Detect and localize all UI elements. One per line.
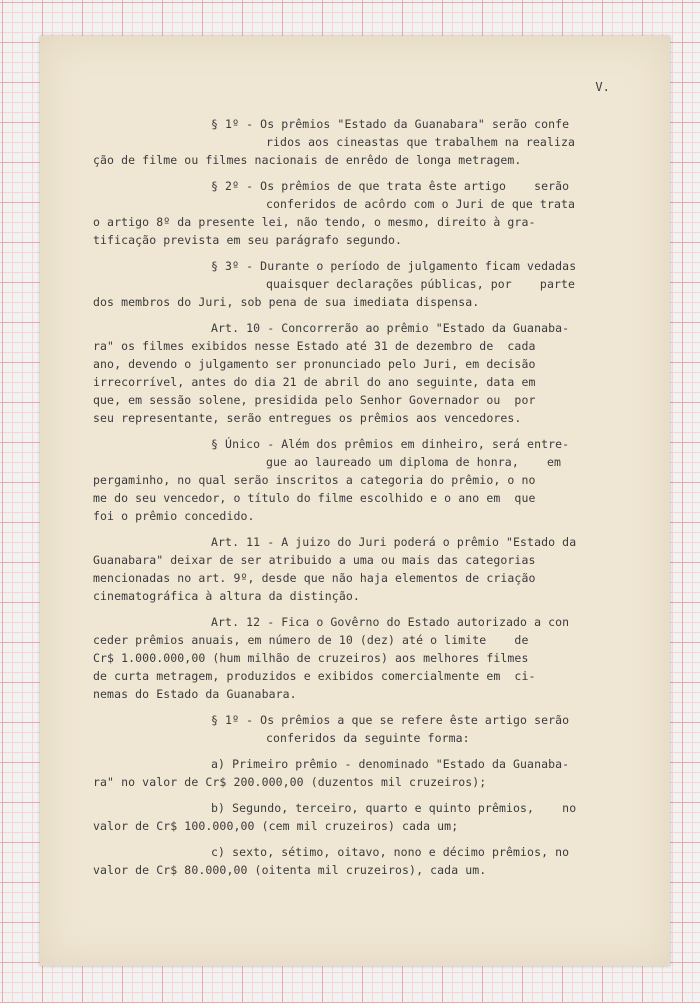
- text-line: § 1º - Os prêmios a que se refere êste artigo serão: [211, 713, 570, 727]
- text-line: conferidos de acôrdo com o Juri de que trata: [266, 197, 576, 211]
- text-line: conferidos da seguinte forma:: [266, 731, 470, 745]
- text-line: ridos aos cineastas que trabalhem na realiza: [266, 135, 576, 149]
- text-line: de curta metragem, produzidos e exibidos comercialmente em ci-: [93, 669, 536, 683]
- text-line: § 2º - Os prêmios de que trata êste artigo serão: [211, 179, 570, 193]
- text-line: irrecorrível, antes do dia 21 de abril do ano seguinte, data em: [93, 375, 536, 389]
- text-line: ano, devendo o julgamento ser pronunciado pelo Juri, em decisão: [93, 357, 536, 371]
- text-line: valor de Cr$ 100.000,00 (cem mil cruzeiros) cada um;: [93, 819, 459, 833]
- text-line: foi o prêmio concedido.: [93, 509, 255, 523]
- text-line: gue ao laureado um diploma de honra, em: [266, 455, 561, 469]
- text-line: ra" os filmes exibidos nesse Estado até 31 de dezembro de cada: [93, 339, 536, 353]
- text-line: tificação prevista em seu parágrafo segundo.: [93, 233, 403, 247]
- text-line: c) sexto, sétimo, oitavo, nono e décimo prêmios, no: [211, 845, 570, 859]
- typewritten-page: [40, 36, 670, 966]
- text-line: cinematográfica à altura da distinção.: [93, 589, 360, 603]
- text-line: Cr$ 1.000.000,00 (hum milhão de cruzeiros) aos melhores filmes: [93, 651, 529, 665]
- text-line: pergaminho, no qual serão inscritos a categoria do prêmio, o no: [93, 473, 536, 487]
- text-line: § 3º - Durante o período de julgamento ficam vedadas: [211, 259, 577, 273]
- text-line: ção de filme ou filmes nacionais de enrêdo de longa metragem.: [93, 153, 522, 167]
- text-line: ceder prêmios anuais, em número de 10 (dez) até o limite de: [93, 633, 529, 647]
- text-line: ra" no valor de Cr$ 200.000,00 (duzentos mil cruzeiros);: [93, 775, 487, 789]
- text-line: o artigo 8º da presente lei, não tendo, o mesmo, direito à gra-: [93, 215, 536, 229]
- text-line: valor de Cr$ 80.000,00 (oitenta mil cruzeiros), cada um.: [93, 863, 487, 877]
- text-line: Art. 11 - A juizo do Juri poderá o prêmio "Estado da: [211, 535, 577, 549]
- text-line: quaisquer declarações públicas, por parte: [266, 277, 576, 291]
- text-line: Art. 12 - Fica o Govêrno do Estado autorizado a con: [211, 615, 570, 629]
- page-number: V.: [595, 80, 610, 94]
- text-line: me do seu vencedor, o título do filme escolhido e o ano em que: [93, 491, 536, 505]
- text-line: a) Primeiro prêmio - denominado "Estado da Guanaba-: [211, 757, 570, 771]
- text-line: seu representante, serão entregues os prêmios aos vencedores.: [93, 411, 522, 425]
- text-line: nemas do Estado da Guanabara.: [93, 687, 297, 701]
- text-line: que, em sessão solene, presidida pelo Senhor Governador ou por: [93, 393, 536, 407]
- text-line: Guanabara" deixar de ser atribuido a uma ou mais das categorias: [93, 553, 536, 567]
- text-line: Art. 10 - Concorrerão ao prêmio "Estado da Guanaba-: [211, 321, 570, 335]
- text-line: b) Segundo, terceiro, quarto e quinto prêmios, no: [211, 801, 577, 815]
- text-line: § Único - Além dos prêmios em dinheiro, será entre-: [211, 437, 570, 451]
- text-line: § 1º - Os prêmios "Estado da Guanabara" serão confe: [211, 117, 570, 131]
- text-line: mencionadas no art. 9º, desde que não haja elementos de criação: [93, 571, 536, 585]
- text-line: dos membros do Juri, sob pena de sua imediata dispensa.: [93, 295, 480, 309]
